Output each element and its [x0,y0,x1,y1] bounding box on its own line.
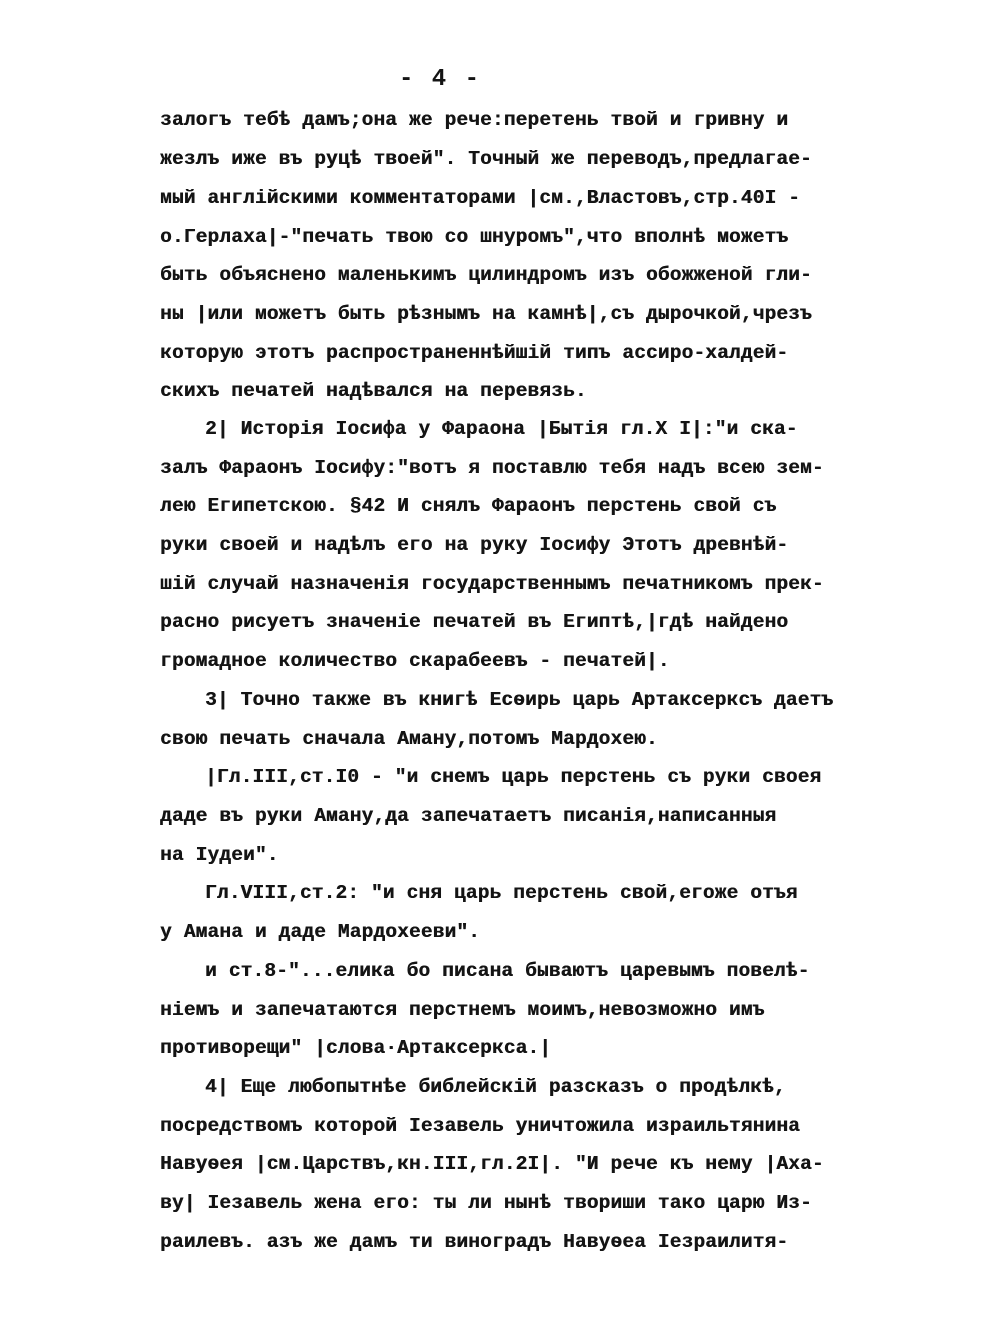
quote-line: и ст.8-"...елика бо писана бываютъ царевымъ повелѣ- [205,960,810,982]
text-line: Навуѳея |см.Царствъ,кн.ІІІ,гл.2І|. "И рече къ нему |Аха- [160,1153,824,1175]
text-line: громадное количество скарабеевъ - печатей|. [160,650,670,672]
text-line: мый англійскими комментаторами |см.,Властовъ,стр.40І - [160,187,801,209]
text-line: руки своей и надѣлъ его на руку Іосифу Этотъ древнѣй- [160,534,789,556]
paragraph-2-line: 2| Исторія Іосифа у Фараона |Бытія гл.Х І|:"и ска- [205,418,798,440]
text-line: которую этотъ распространеннѣйшій типъ ассиро-халдей- [160,342,789,364]
text-line: посредствомъ которой Іезавель уничтожила израильтянина [160,1115,801,1137]
paragraph-3-line: 3| Точно также въ книгѣ Есѳирь царь Артаксерксъ даетъ [205,689,834,711]
text-line: быть объяснено маленькимъ цилиндромъ изъ обожженой гли- [160,264,812,286]
text-line: на Іудеи". [160,844,279,866]
text-line: у Амана и даде Мардохееви". [160,921,481,943]
text-line: ву| Іезавель жена его: ты ли нынѣ твориши тако царю Из- [160,1192,812,1214]
text-line: о.Герлаха|-"печать твою со шнуромъ",что вполнѣ можетъ [160,226,789,248]
text-line: расно рисуетъ значеніе печатей въ Египтѣ,|гдѣ найдено [160,611,789,633]
text-line: свою печать сначала Аману,потомъ Мардохею. [160,728,658,750]
quote-line: Гл.VІІІ,ст.2: "и сня царь перстень свой,егоже отъя [205,882,798,904]
quote-line: |Гл.ІІІ,ст.І0 - "и снемъ царь перстень съ руки своея [205,766,822,788]
text-line: жезлъ иже въ руцѣ твоей". Точный же переводъ,предлагае- [160,148,812,170]
text-line: скихъ печатей надѣвался на перевязь. [160,380,587,402]
text-line: даде въ руки Аману,да запечатаетъ писанія,написанныя [160,805,777,827]
text-line: лею Египетскою. §42 И снялъ Фараонъ перстень свой съ [160,495,777,517]
page-number: - 4 - [398,66,481,93]
paragraph-4-line: 4| Еще любопытнѣе библейскій разсказъ о продѣлкѣ, [205,1076,786,1098]
text-line: ны |или можетъ быть рѣзнымъ на камнѣ|,съ дырочкой,чрезъ [160,303,812,325]
text-line: раилевъ. азъ же дамъ ти виноградъ Навуѳеа Іезраилитя- [160,1231,789,1253]
text-line: залогъ тебѣ дамъ;она же рече:перетень твой и гривну и [160,109,789,131]
text-line: залъ Фараонъ Іосифу:"вотъ я поставлю тебя надъ всею зем- [160,457,824,479]
text-line: противорещи" |слова·Артаксеркса.| [160,1037,552,1059]
text-line: ніемъ и запечатаются перстнемъ моимъ,невозможно имъ [160,999,765,1021]
text-line: шій случай назначенія государственнымъ печатникомъ прек- [160,573,824,595]
